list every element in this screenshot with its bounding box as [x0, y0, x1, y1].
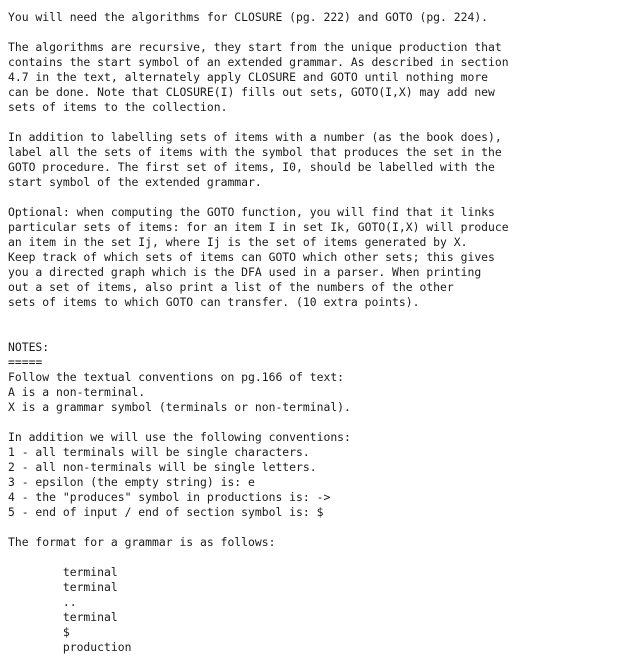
grammar-format-line: terminal	[8, 565, 118, 579]
text-line: 4.7 in the text, alternately apply CLOSURE and GOTO until nothing more	[8, 70, 489, 84]
convention-item: 2 - all non-terminals will be single letters.	[8, 460, 317, 474]
text-line: In addition to labelling sets of items with a number (as the book does),	[8, 130, 502, 144]
blank-line	[8, 190, 642, 205]
text-line: The format for a grammar is as follows:	[8, 535, 276, 549]
grammar-format-line: $	[8, 625, 70, 639]
blank-line	[8, 25, 642, 40]
text-line: particular sets of items: for an item I in set Ik, GOTO(I,X) will produce	[8, 220, 509, 234]
text-line: The algorithms are recursive, they start from the unique production that	[8, 40, 502, 54]
text-line: Follow the textual conventions on pg.166 of text:	[8, 370, 345, 384]
grammar-format-line: terminal	[8, 580, 118, 594]
text-line: can be done. Note that CLOSURE(I) fills out sets, GOTO(I,X) may add new	[8, 85, 495, 99]
notes-underline: =====	[8, 355, 43, 369]
text-line: You will need the algorithms for CLOSURE (pg. 222) and GOTO (pg. 224).	[8, 10, 489, 24]
blank-line	[8, 415, 642, 430]
blank-line	[8, 550, 642, 565]
text-line: Keep track of which sets of items can GOTO which other sets; this gives	[8, 250, 495, 264]
text-line: Optional: when computing the GOTO function, you will find that it links	[8, 205, 495, 219]
text-line: X is a grammar symbol (terminals or non-terminal).	[8, 400, 351, 414]
convention-item: 5 - end of input / end of section symbol is: $	[8, 505, 324, 519]
convention-item: 3 - epsilon (the empty string) is: e	[8, 475, 255, 489]
text-line: label all the sets of items with the symbol that produces the set in the	[8, 145, 502, 159]
blank-line	[8, 310, 642, 325]
blank-line	[8, 115, 642, 130]
text-line: out a set of items, also print a list of the numbers of the other	[8, 280, 454, 294]
notes-heading: NOTES:	[8, 340, 50, 354]
text-line: In addition we will use the following conventions:	[8, 430, 351, 444]
text-line: sets of items to the collection.	[8, 100, 228, 114]
text-line: GOTO procedure. The first set of items, I0, should be labelled with the	[8, 160, 495, 174]
text-line: you a directed graph which is the DFA used in a parser. When printing	[8, 265, 482, 279]
text-line: contains the start symbol of an extended grammar. As described in section	[8, 55, 509, 69]
text-line: A is a non-terminal.	[8, 385, 146, 399]
grammar-format-line: ..	[8, 595, 77, 609]
text-line: sets of items to which GOTO can transfer. (10 extra points).	[8, 295, 420, 309]
convention-item: 4 - the "produces" symbol in productions is: ->	[8, 490, 331, 504]
grammar-format-line: production	[8, 640, 132, 654]
text-line: start symbol of the extended grammar.	[8, 175, 262, 189]
blank-line	[8, 325, 642, 340]
convention-item: 1 - all terminals will be single characters.	[8, 445, 310, 459]
blank-line	[8, 520, 642, 535]
text-line: an item in the set Ij, where Ij is the set of items generated by X.	[8, 235, 468, 249]
grammar-format-line: terminal	[8, 610, 118, 624]
